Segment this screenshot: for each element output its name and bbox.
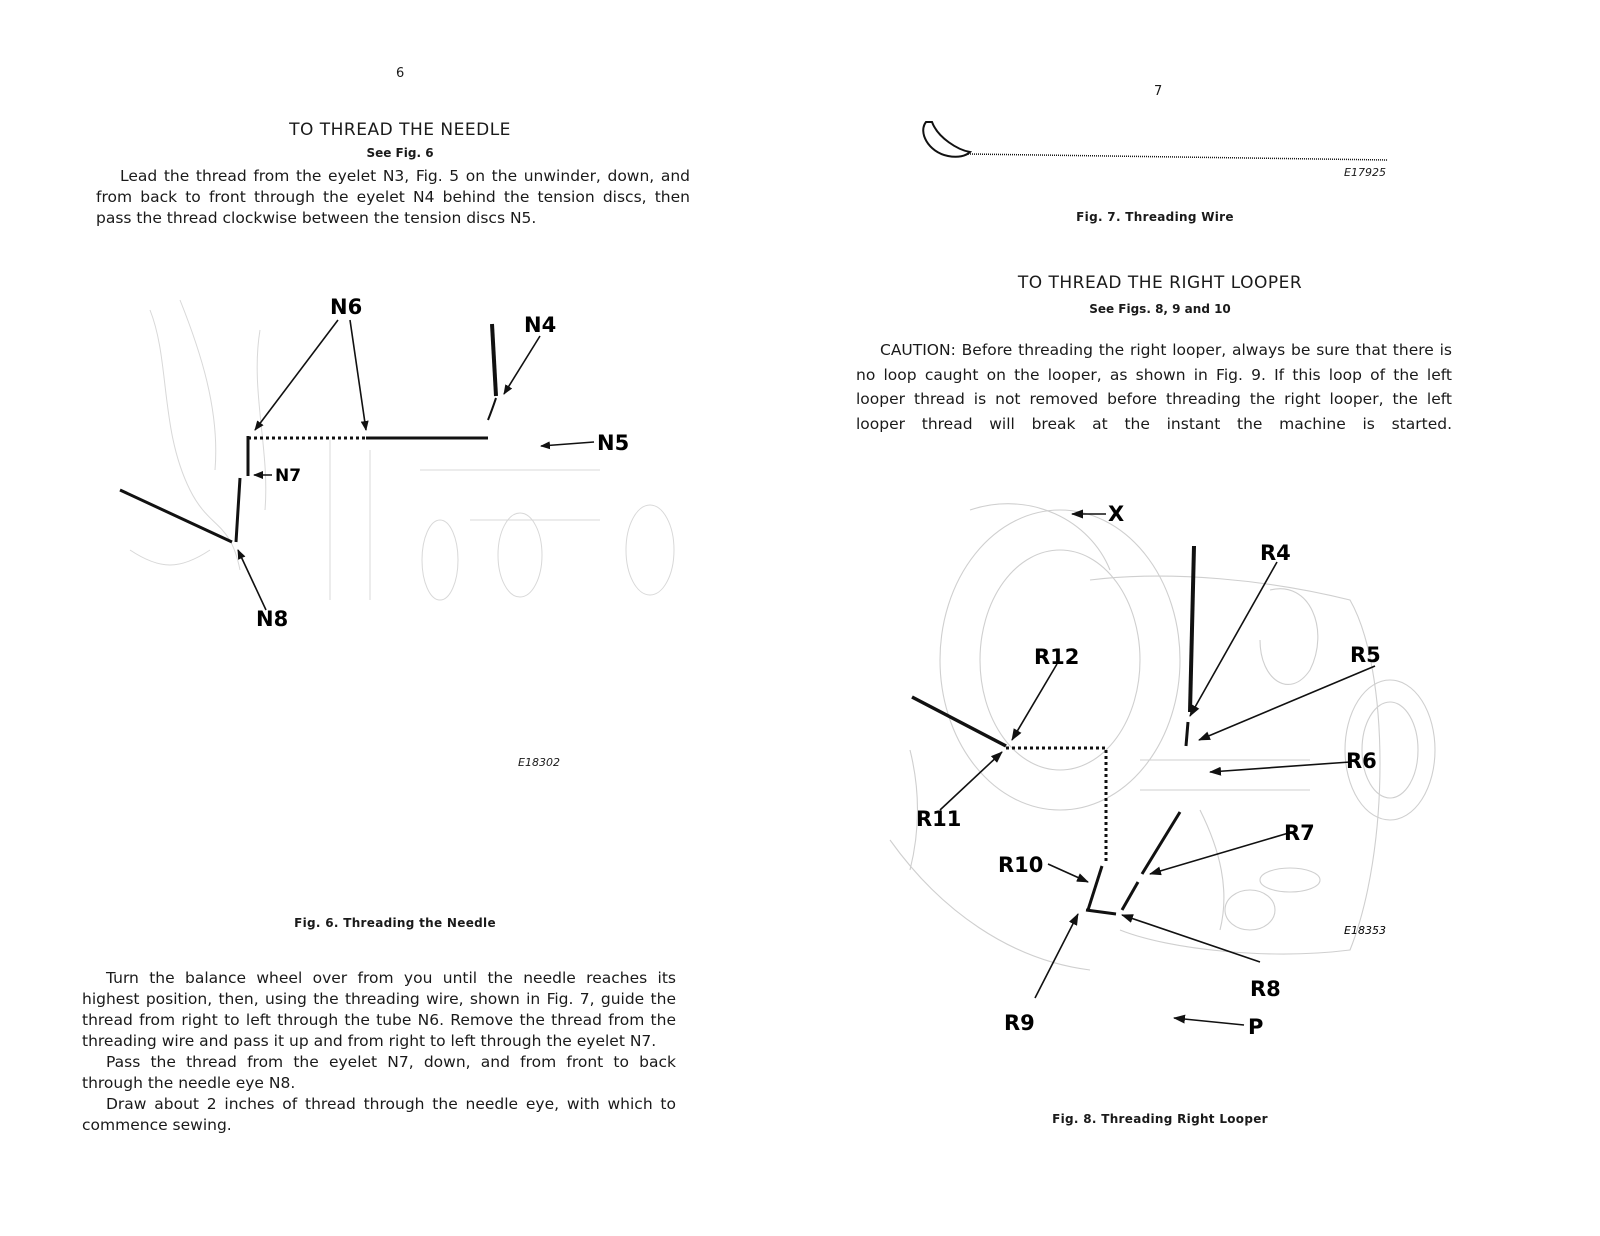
section-title-right-looper: TO THREAD THE RIGHT LOOPER — [1017, 273, 1303, 293]
label-r8: R8 — [1250, 977, 1281, 1001]
caution-paragraph: CAUTION: Before threading the right looper, always be sure that there is no loop caught on the looper, as shown in Fig. 9. If this loop of the left looper thread is not removed before threading the right looper, the left looper thread will break at the instant the machine is started. — [856, 341, 1452, 433]
fig8-machine-sketch — [890, 504, 1435, 970]
label-n5: N5 — [597, 431, 630, 455]
fig8-ref-code: E18353 — [1344, 924, 1386, 937]
label-r5: R5 — [1350, 643, 1381, 667]
label-r10: R10 — [998, 853, 1044, 877]
label-n6: N6 — [330, 295, 363, 319]
right-page — [790, 0, 1600, 1236]
fig6-machine-sketch — [130, 300, 674, 600]
needle-instructions — [82, 968, 676, 1136]
label-p: P — [1248, 1015, 1264, 1039]
fig7-threading-wire — [918, 112, 1394, 182]
label-r7: R7 — [1284, 821, 1315, 845]
page-number-right: 7 — [1154, 84, 1163, 99]
fig6-thread-path — [120, 324, 496, 542]
label-r4: R4 — [1260, 541, 1291, 565]
label-r6: R6 — [1346, 749, 1377, 773]
see-fig-6-ref: See Fig. 6 — [366, 146, 434, 160]
label-r11: R11 — [916, 807, 962, 831]
instruction-1: Turn the balance wheel over from you until the needle reaches its highest position, then, using the threading wire, shown in Fig. 7, guide the thread from right to left through the tube N6. Remove the thread from the threading wire and pass it up and from right to left through the eyelet N7. — [82, 969, 676, 1050]
label-x: X — [1108, 502, 1125, 526]
section-title-needle: TO THREAD THE NEEDLE — [289, 120, 511, 140]
page-number-left: 6 — [396, 66, 405, 81]
label-n7: N7 — [275, 466, 302, 486]
label-r9: R9 — [1004, 1011, 1035, 1035]
fig7-caption: Fig. 7. Threading Wire — [1076, 210, 1234, 224]
needle-intro-paragraph: Lead the thread from the eyelet N3, Fig. 5 on the unwinder, down, and from back to front through the eyelet N4 behind the tension discs, then pass the thread clockwise between the tension discs N5. — [96, 167, 690, 227]
fig7-ref-code: E17925 — [1344, 166, 1386, 179]
fig8-diagram — [790, 490, 1600, 1070]
label-n4: N4 — [524, 313, 557, 337]
fig6-caption: Fig. 6. Threading the Needle — [294, 916, 496, 930]
fig6-diagram — [0, 270, 790, 790]
fig6-callout-arrows — [238, 320, 594, 610]
fig6-ref-code: E18302 — [518, 756, 560, 769]
instruction-2: Pass the thread from the eyelet N7, down, and from front to back through the needle eye N8. — [82, 1053, 676, 1092]
label-r12: R12 — [1034, 645, 1080, 669]
fig8-caption: Fig. 8. Threading Right Looper — [1052, 1112, 1268, 1126]
left-page — [0, 0, 790, 1236]
label-n8: N8 — [256, 607, 289, 631]
see-figs-ref: See Figs. 8, 9 and 10 — [1089, 302, 1231, 316]
instruction-3: Draw about 2 inches of thread through the needle eye, with which to commence sewing. — [82, 1095, 676, 1134]
